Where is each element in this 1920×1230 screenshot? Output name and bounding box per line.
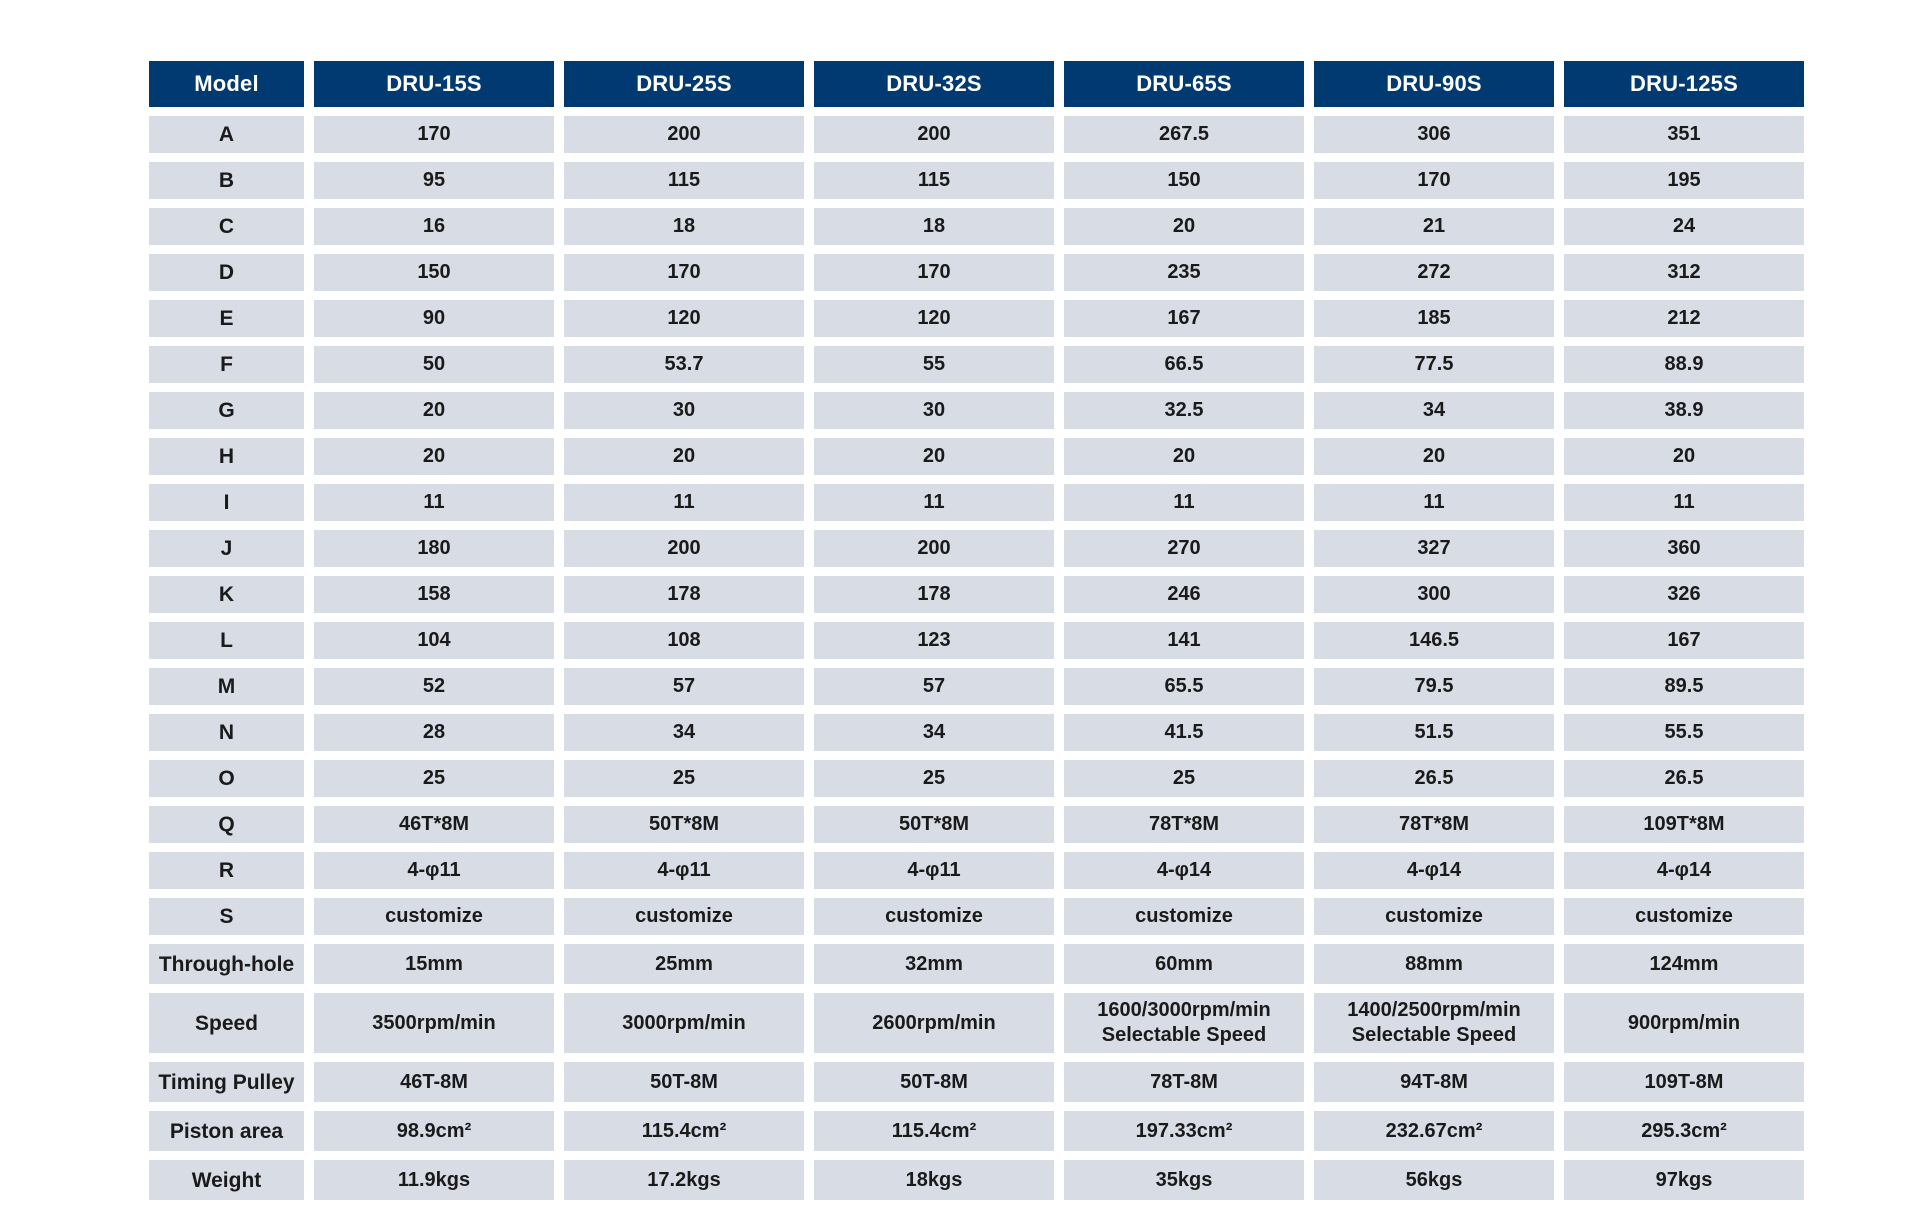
table-cell: 77.5 — [1314, 346, 1554, 383]
table-cell: 34 — [1314, 392, 1554, 429]
table-row — [149, 1111, 1804, 1151]
table-cell: 20 — [564, 438, 804, 475]
table-cell: 88.9 — [1564, 346, 1804, 383]
table-cell: 109T-8M — [1564, 1062, 1804, 1102]
table-cell: 30 — [564, 392, 804, 429]
row-label: C — [149, 208, 304, 245]
table-cell: 150 — [1064, 162, 1304, 199]
table-cell: 170 — [814, 254, 1054, 291]
header-dru-15s: DRU-15S — [314, 61, 554, 107]
table-cell: 295.3cm² — [1564, 1111, 1804, 1151]
table-cell: 3000rpm/min — [564, 993, 804, 1053]
table-cell: customize — [1314, 898, 1554, 935]
cell-line: Selectable Speed — [1101, 1024, 1267, 1046]
table-cell: 327 — [1314, 530, 1554, 567]
table-row — [149, 484, 1804, 521]
table-cell: 25 — [564, 760, 804, 797]
row-label: J — [149, 530, 304, 567]
table-cell: 4-φ14 — [1064, 852, 1304, 889]
table-cell: 20 — [1314, 438, 1554, 475]
header-dru-32s: DRU-32S — [814, 61, 1054, 107]
table-cell: 88mm — [1314, 944, 1554, 984]
table-row — [149, 162, 1804, 199]
table-cell: 24 — [1564, 208, 1804, 245]
table-cell: 4-φ14 — [1314, 852, 1554, 889]
table-cell: 26.5 — [1314, 760, 1554, 797]
table-cell: 25 — [814, 760, 1054, 797]
table-cell: 26.5 — [1564, 760, 1804, 797]
row-label: Q — [149, 806, 304, 843]
table-cell: 65.5 — [1064, 668, 1304, 705]
table-row — [149, 346, 1804, 383]
table-row — [149, 392, 1804, 429]
table-cell: 109T*8M — [1564, 806, 1804, 843]
table-cell: 167 — [1564, 622, 1804, 659]
table-cell: 20 — [314, 392, 554, 429]
header-dru-25s: DRU-25S — [564, 61, 804, 107]
table-cell: 4-φ11 — [564, 852, 804, 889]
table-cell: 90 — [314, 300, 554, 337]
table-cell: 200 — [814, 116, 1054, 153]
table-cell: 115 — [564, 162, 804, 199]
table-row — [149, 944, 1804, 984]
cell-line: 1600/3000rpm/min — [1097, 999, 1271, 1021]
table-row — [149, 1160, 1804, 1200]
table-cell: 20 — [1064, 208, 1304, 245]
row-label: Weight — [149, 1160, 304, 1200]
table-cell: 232.67cm² — [1314, 1111, 1554, 1151]
table-row — [149, 300, 1804, 337]
table-cell: 53.7 — [564, 346, 804, 383]
table-cell: 57 — [814, 668, 1054, 705]
row-label: H — [149, 438, 304, 475]
table-cell: 212 — [1564, 300, 1804, 337]
table-cell: 34 — [564, 714, 804, 751]
table-row — [149, 208, 1804, 245]
row-label: B — [149, 162, 304, 199]
row-label: R — [149, 852, 304, 889]
table-cell: 170 — [564, 254, 804, 291]
row-label: M — [149, 668, 304, 705]
table-cell: 123 — [814, 622, 1054, 659]
table-cell: 115 — [814, 162, 1054, 199]
table-cell: customize — [564, 898, 804, 935]
table-cell: 246 — [1064, 576, 1304, 613]
table-row — [149, 714, 1804, 751]
table-cell: 20 — [1564, 438, 1804, 475]
table-cell: 20 — [1064, 438, 1304, 475]
table-cell — [1064, 993, 1304, 1053]
table-cell: customize — [814, 898, 1054, 935]
table-cell: 195 — [1564, 162, 1804, 199]
table-row — [149, 760, 1804, 797]
header-model: Model — [149, 61, 304, 107]
table-cell: 16 — [314, 208, 554, 245]
cell-line: Selectable Speed — [1351, 1024, 1517, 1046]
table-cell: 52 — [314, 668, 554, 705]
table-cell: 900rpm/min — [1564, 993, 1804, 1053]
table-cell: 158 — [314, 576, 554, 613]
table-cell: 197.33cm² — [1064, 1111, 1304, 1151]
table-cell: 11 — [1064, 484, 1304, 521]
table-cell: 18kgs — [814, 1160, 1054, 1200]
table-cell: 17.2kgs — [564, 1160, 804, 1200]
table-cell: 50T-8M — [564, 1062, 804, 1102]
table-cell: 200 — [814, 530, 1054, 567]
row-label: E — [149, 300, 304, 337]
table-cell: 300 — [1314, 576, 1554, 613]
spec-table — [139, 52, 1814, 1209]
table-cell: 56kgs — [1314, 1160, 1554, 1200]
table-cell: 185 — [1314, 300, 1554, 337]
table-cell: 25 — [314, 760, 554, 797]
table-cell: 51.5 — [1314, 714, 1554, 751]
table-cell: 89.5 — [1564, 668, 1804, 705]
table-cell: 2600rpm/min — [814, 993, 1054, 1053]
table-cell: 78T-8M — [1064, 1062, 1304, 1102]
table-cell: 46T*8M — [314, 806, 554, 843]
table-row — [149, 438, 1804, 475]
row-label: D — [149, 254, 304, 291]
table-cell: 28 — [314, 714, 554, 751]
table-cell: 4-φ11 — [814, 852, 1054, 889]
table-cell: 200 — [564, 116, 804, 153]
header-dru-90s: DRU-90S — [1314, 61, 1554, 107]
table-cell: 21 — [1314, 208, 1554, 245]
table-cell: 326 — [1564, 576, 1804, 613]
table-cell: 32mm — [814, 944, 1054, 984]
table-cell: 55.5 — [1564, 714, 1804, 751]
table-cell: 108 — [564, 622, 804, 659]
row-label: O — [149, 760, 304, 797]
table-row — [149, 898, 1804, 935]
table-cell: 50 — [314, 346, 554, 383]
row-label: F — [149, 346, 304, 383]
table-cell: 170 — [314, 116, 554, 153]
table-cell: 94T-8M — [1314, 1062, 1554, 1102]
table-row — [149, 852, 1804, 889]
table-cell: customize — [1064, 898, 1304, 935]
table-cell: 200 — [564, 530, 804, 567]
header-dru-65s: DRU-65S — [1064, 61, 1304, 107]
table-cell: 120 — [564, 300, 804, 337]
table-cell: 97kgs — [1564, 1160, 1804, 1200]
table-cell: 11 — [814, 484, 1054, 521]
table-row — [149, 806, 1804, 843]
table-cell: 38.9 — [1564, 392, 1804, 429]
table-cell: 141 — [1064, 622, 1304, 659]
table-cell: 57 — [564, 668, 804, 705]
row-label: G — [149, 392, 304, 429]
table-cell: 50T*8M — [814, 806, 1054, 843]
table-cell: 11 — [1314, 484, 1554, 521]
table-cell: 4-φ11 — [314, 852, 554, 889]
header-dru-125s: DRU-125S — [1564, 61, 1804, 107]
table-cell: 11 — [1564, 484, 1804, 521]
table-cell: 46T-8M — [314, 1062, 554, 1102]
table-cell: 360 — [1564, 530, 1804, 567]
table-cell: 120 — [814, 300, 1054, 337]
table-cell: 312 — [1564, 254, 1804, 291]
table-cell: 178 — [814, 576, 1054, 613]
table-row — [149, 1062, 1804, 1102]
table-cell: 124mm — [1564, 944, 1804, 984]
table-body — [149, 116, 1804, 1200]
row-label: N — [149, 714, 304, 751]
table-cell: 50T-8M — [814, 1062, 1054, 1102]
table-row — [149, 116, 1804, 153]
table-cell: 11.9kgs — [314, 1160, 554, 1200]
table-row — [149, 993, 1804, 1053]
table-cell: 66.5 — [1064, 346, 1304, 383]
table-row — [149, 668, 1804, 705]
table-cell: 25mm — [564, 944, 804, 984]
table-cell: 270 — [1064, 530, 1304, 567]
table-row — [149, 254, 1804, 291]
table-cell: 170 — [1314, 162, 1554, 199]
table-cell: 34 — [814, 714, 1054, 751]
table-cell: 150 — [314, 254, 554, 291]
table-cell: 25 — [1064, 760, 1304, 797]
row-label: A — [149, 116, 304, 153]
table-cell: 50T*8M — [564, 806, 804, 843]
table-cell: 180 — [314, 530, 554, 567]
table-cell: 98.9cm² — [314, 1111, 554, 1151]
table-cell: 146.5 — [1314, 622, 1554, 659]
row-label: K — [149, 576, 304, 613]
row-label: I — [149, 484, 304, 521]
row-label: Piston area — [149, 1111, 304, 1151]
table-cell: 15mm — [314, 944, 554, 984]
table-row — [149, 622, 1804, 659]
table-cell — [1314, 993, 1554, 1053]
table-cell: 78T*8M — [1314, 806, 1554, 843]
table-cell: 55 — [814, 346, 1054, 383]
table-cell: 18 — [814, 208, 1054, 245]
table-cell: 95 — [314, 162, 554, 199]
table-cell: 267.5 — [1064, 116, 1304, 153]
table-cell: customize — [1564, 898, 1804, 935]
table-cell: 167 — [1064, 300, 1304, 337]
row-label: Speed — [149, 993, 304, 1053]
table-row — [149, 576, 1804, 613]
table-cell: 272 — [1314, 254, 1554, 291]
table-cell: 11 — [564, 484, 804, 521]
table-cell: 11 — [314, 484, 554, 521]
table-cell: 41.5 — [1064, 714, 1304, 751]
row-label: Timing Pulley — [149, 1062, 304, 1102]
row-label: Through-hole — [149, 944, 304, 984]
row-label: L — [149, 622, 304, 659]
table-cell: 60mm — [1064, 944, 1304, 984]
table-cell: 3500rpm/min — [314, 993, 554, 1053]
table-row — [149, 530, 1804, 567]
table-cell: 78T*8M — [1064, 806, 1304, 843]
table-header-row — [149, 61, 1804, 107]
cell-line: 1400/2500rpm/min — [1347, 999, 1521, 1021]
table-cell: 351 — [1564, 116, 1804, 153]
table-cell: 35kgs — [1064, 1160, 1304, 1200]
table-cell: 115.4cm² — [564, 1111, 804, 1151]
row-label: S — [149, 898, 304, 935]
table-cell: 4-φ14 — [1564, 852, 1804, 889]
table-cell: 306 — [1314, 116, 1554, 153]
table-cell: customize — [314, 898, 554, 935]
table-cell: 20 — [314, 438, 554, 475]
table-cell: 18 — [564, 208, 804, 245]
table-cell: 104 — [314, 622, 554, 659]
table-cell: 20 — [814, 438, 1054, 475]
table-cell: 178 — [564, 576, 804, 613]
table-cell: 79.5 — [1314, 668, 1554, 705]
table-cell: 235 — [1064, 254, 1304, 291]
table-cell: 115.4cm² — [814, 1111, 1054, 1151]
table-cell: 30 — [814, 392, 1054, 429]
table-cell: 32.5 — [1064, 392, 1304, 429]
